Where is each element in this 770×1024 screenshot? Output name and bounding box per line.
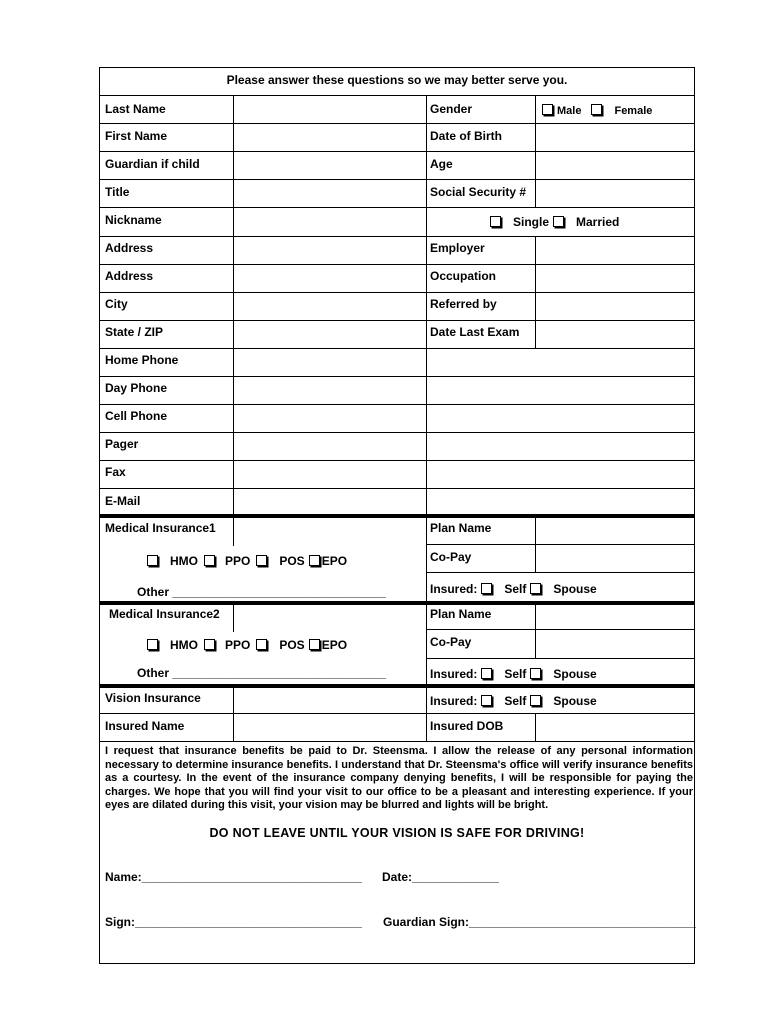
- insured-options-vision: [430, 694, 597, 708]
- label-referred-by: Referred by: [430, 297, 497, 311]
- patient-intake-form: [99, 67, 695, 964]
- home-phone-field[interactable]: [234, 349, 425, 376]
- label-occupation: Occupation: [430, 269, 497, 283]
- label-last-name: Last Name: [105, 102, 166, 116]
- last-name-field[interactable]: [234, 96, 425, 123]
- age-field[interactable]: [536, 152, 694, 179]
- label-ssn: Social Security #: [430, 185, 527, 199]
- label-cell-phone: Cell Phone: [105, 409, 168, 423]
- spouse-label-2: Spouse: [553, 667, 597, 681]
- pos-checkbox-1[interactable]: [256, 555, 267, 566]
- spouse-checkbox-2[interactable]: [530, 668, 541, 679]
- label-address-1: Address: [105, 241, 154, 255]
- label-copay-1: Co-Pay: [430, 550, 472, 564]
- ppo-label-1: PPO: [225, 554, 251, 568]
- nickname-field[interactable]: [234, 208, 425, 235]
- insurance-2-plan-types: [147, 638, 347, 652]
- insurance-1-plan-types: [147, 554, 347, 568]
- form-header: Please answer these questions so we may better serve you.: [226, 73, 568, 87]
- pos-label-1: POS: [279, 554, 305, 568]
- female-checkbox[interactable]: [591, 104, 602, 115]
- other-field-1[interactable]: Other ________________________________: [137, 585, 386, 599]
- city-field[interactable]: [234, 293, 425, 320]
- self-label-vision: Self: [504, 694, 527, 708]
- ppo-checkbox-1[interactable]: [204, 555, 215, 566]
- spouse-label-vision: Spouse: [553, 694, 597, 708]
- male-checkbox[interactable]: [542, 104, 553, 115]
- epo-label-2: EPO: [321, 638, 348, 652]
- single-label: Single: [513, 215, 550, 229]
- self-checkbox-1[interactable]: [481, 583, 492, 594]
- hmo-label-2: HMO: [170, 638, 198, 652]
- signature-name-line[interactable]: Name:_________________________________: [105, 870, 362, 884]
- medical-insurance-2-field[interactable]: [234, 605, 425, 631]
- date-last-exam-field[interactable]: [536, 321, 694, 348]
- insured-label-1: Insured:: [430, 582, 478, 596]
- label-plan-name-1: Plan Name: [430, 521, 492, 535]
- employer-field[interactable]: [536, 237, 694, 264]
- insured-name-field[interactable]: [234, 714, 425, 741]
- spouse-label-1: Spouse: [553, 582, 597, 596]
- label-medical-insurance-2: Medical Insurance2: [109, 607, 220, 621]
- label-employer: Employer: [430, 241, 485, 255]
- signature-date-line[interactable]: Date:_____________: [382, 870, 499, 884]
- label-title: Title: [105, 185, 130, 199]
- self-checkbox-2[interactable]: [481, 668, 492, 679]
- marital-status-options: [490, 215, 619, 229]
- label-insured-dob: Insured DOB: [430, 719, 504, 733]
- epo-checkbox-2[interactable]: [309, 639, 320, 650]
- self-checkbox-vision[interactable]: [481, 695, 492, 706]
- address-2-field[interactable]: [234, 265, 425, 292]
- divider: [100, 741, 694, 742]
- first-name-field[interactable]: [234, 124, 425, 151]
- single-checkbox[interactable]: [490, 216, 501, 227]
- referred-by-field[interactable]: [536, 293, 694, 320]
- married-checkbox[interactable]: [553, 216, 564, 227]
- ssn-field[interactable]: [536, 180, 694, 207]
- label-first-name: First Name: [105, 129, 168, 143]
- label-guardian: Guardian if child: [105, 157, 200, 171]
- medical-insurance-1-field[interactable]: [234, 518, 425, 544]
- guardian-field[interactable]: [234, 152, 425, 179]
- signature-sign-line[interactable]: Sign:__________________________________: [105, 915, 362, 929]
- state-zip-field[interactable]: [234, 321, 425, 348]
- label-day-phone: Day Phone: [105, 381, 168, 395]
- occupation-field[interactable]: [536, 265, 694, 292]
- ppo-checkbox-2[interactable]: [204, 639, 215, 650]
- ppo-label-2: PPO: [225, 638, 251, 652]
- date-of-birth-field[interactable]: [536, 124, 694, 151]
- title-field[interactable]: [234, 180, 425, 207]
- plan-name-2-field[interactable]: [536, 605, 694, 629]
- female-label: Female: [614, 105, 653, 117]
- label-gender: Gender: [430, 102, 473, 116]
- label-city: City: [105, 297, 128, 311]
- spouse-checkbox-vision[interactable]: [530, 695, 541, 706]
- epo-label-1: EPO: [321, 554, 348, 568]
- self-label-1: Self: [504, 582, 527, 596]
- label-copay-2: Co-Pay: [430, 635, 472, 649]
- label-home-phone: Home Phone: [105, 353, 179, 367]
- insured-label-vision: Insured:: [430, 694, 478, 708]
- day-phone-field[interactable]: [234, 377, 425, 404]
- label-fax: Fax: [105, 465, 126, 479]
- email-field[interactable]: [234, 489, 425, 514]
- hmo-label-1: HMO: [170, 554, 198, 568]
- cell-phone-field[interactable]: [234, 405, 425, 432]
- copay-2-field[interactable]: [536, 630, 694, 658]
- insured-dob-field[interactable]: [536, 714, 694, 741]
- fax-field[interactable]: [234, 461, 425, 488]
- address-1-field[interactable]: [234, 237, 425, 264]
- label-insured-name: Insured Name: [105, 719, 185, 733]
- pager-field[interactable]: [234, 433, 425, 460]
- other-field-2[interactable]: Other ________________________________: [137, 666, 386, 680]
- label-age: Age: [430, 157, 453, 171]
- label-nickname: Nickname: [105, 213, 162, 227]
- label-vision-insurance: Vision Insurance: [105, 691, 201, 705]
- consent-paragraph: I request that insurance benefits be paid to Dr. Steensma. I allow the release of any personal information necessary to determine insurance benefits. I understand that Dr. Steensma's office will verify insurance benefits as a courtesy. In the event of the insurance company denying benefits, I will be responsible for paying the charges. We hope that you will find your visit to our office to be a pleasant and interesting experience. If your eyes are dilated during this visit, your vision may be blurred and lights will be bright.: [105, 745, 693, 812]
- divider: [426, 572, 694, 573]
- divider: [426, 658, 694, 659]
- vision-safety-warning: DO NOT LEAVE UNTIL YOUR VISION IS SAFE FOR DRIVING!: [209, 826, 585, 840]
- vision-insurance-field[interactable]: [234, 688, 425, 713]
- insured-options-2: [430, 667, 597, 681]
- spouse-checkbox-1[interactable]: [530, 583, 541, 594]
- pos-label-2: POS: [279, 638, 305, 652]
- insured-options-1: [430, 582, 597, 596]
- plan-name-1-field[interactable]: [536, 518, 694, 544]
- gender-options: [542, 103, 652, 117]
- guardian-sign-line[interactable]: Guardian Sign:__________________________________: [383, 915, 696, 929]
- hmo-checkbox-2[interactable]: [147, 639, 158, 650]
- label-pager: Pager: [105, 437, 139, 451]
- epo-checkbox-1[interactable]: [309, 555, 320, 566]
- label-date-last-exam: Date Last Exam: [430, 325, 520, 339]
- label-email: E-Mail: [105, 494, 141, 508]
- label-medical-insurance-1: Medical Insurance1: [105, 521, 216, 535]
- pos-checkbox-2[interactable]: [256, 639, 267, 650]
- married-label: Married: [576, 215, 620, 229]
- label-plan-name-2: Plan Name: [430, 607, 492, 621]
- label-date-of-birth: Date of Birth: [430, 129, 502, 143]
- self-label-2: Self: [504, 667, 527, 681]
- insured-label-2: Insured:: [430, 667, 478, 681]
- male-label: Male: [557, 105, 582, 117]
- hmo-checkbox-1[interactable]: [147, 555, 158, 566]
- copay-1-field[interactable]: [536, 545, 694, 572]
- column-line: [426, 95, 427, 741]
- label-address-2: Address: [105, 269, 154, 283]
- label-state-zip: State / ZIP: [105, 325, 164, 339]
